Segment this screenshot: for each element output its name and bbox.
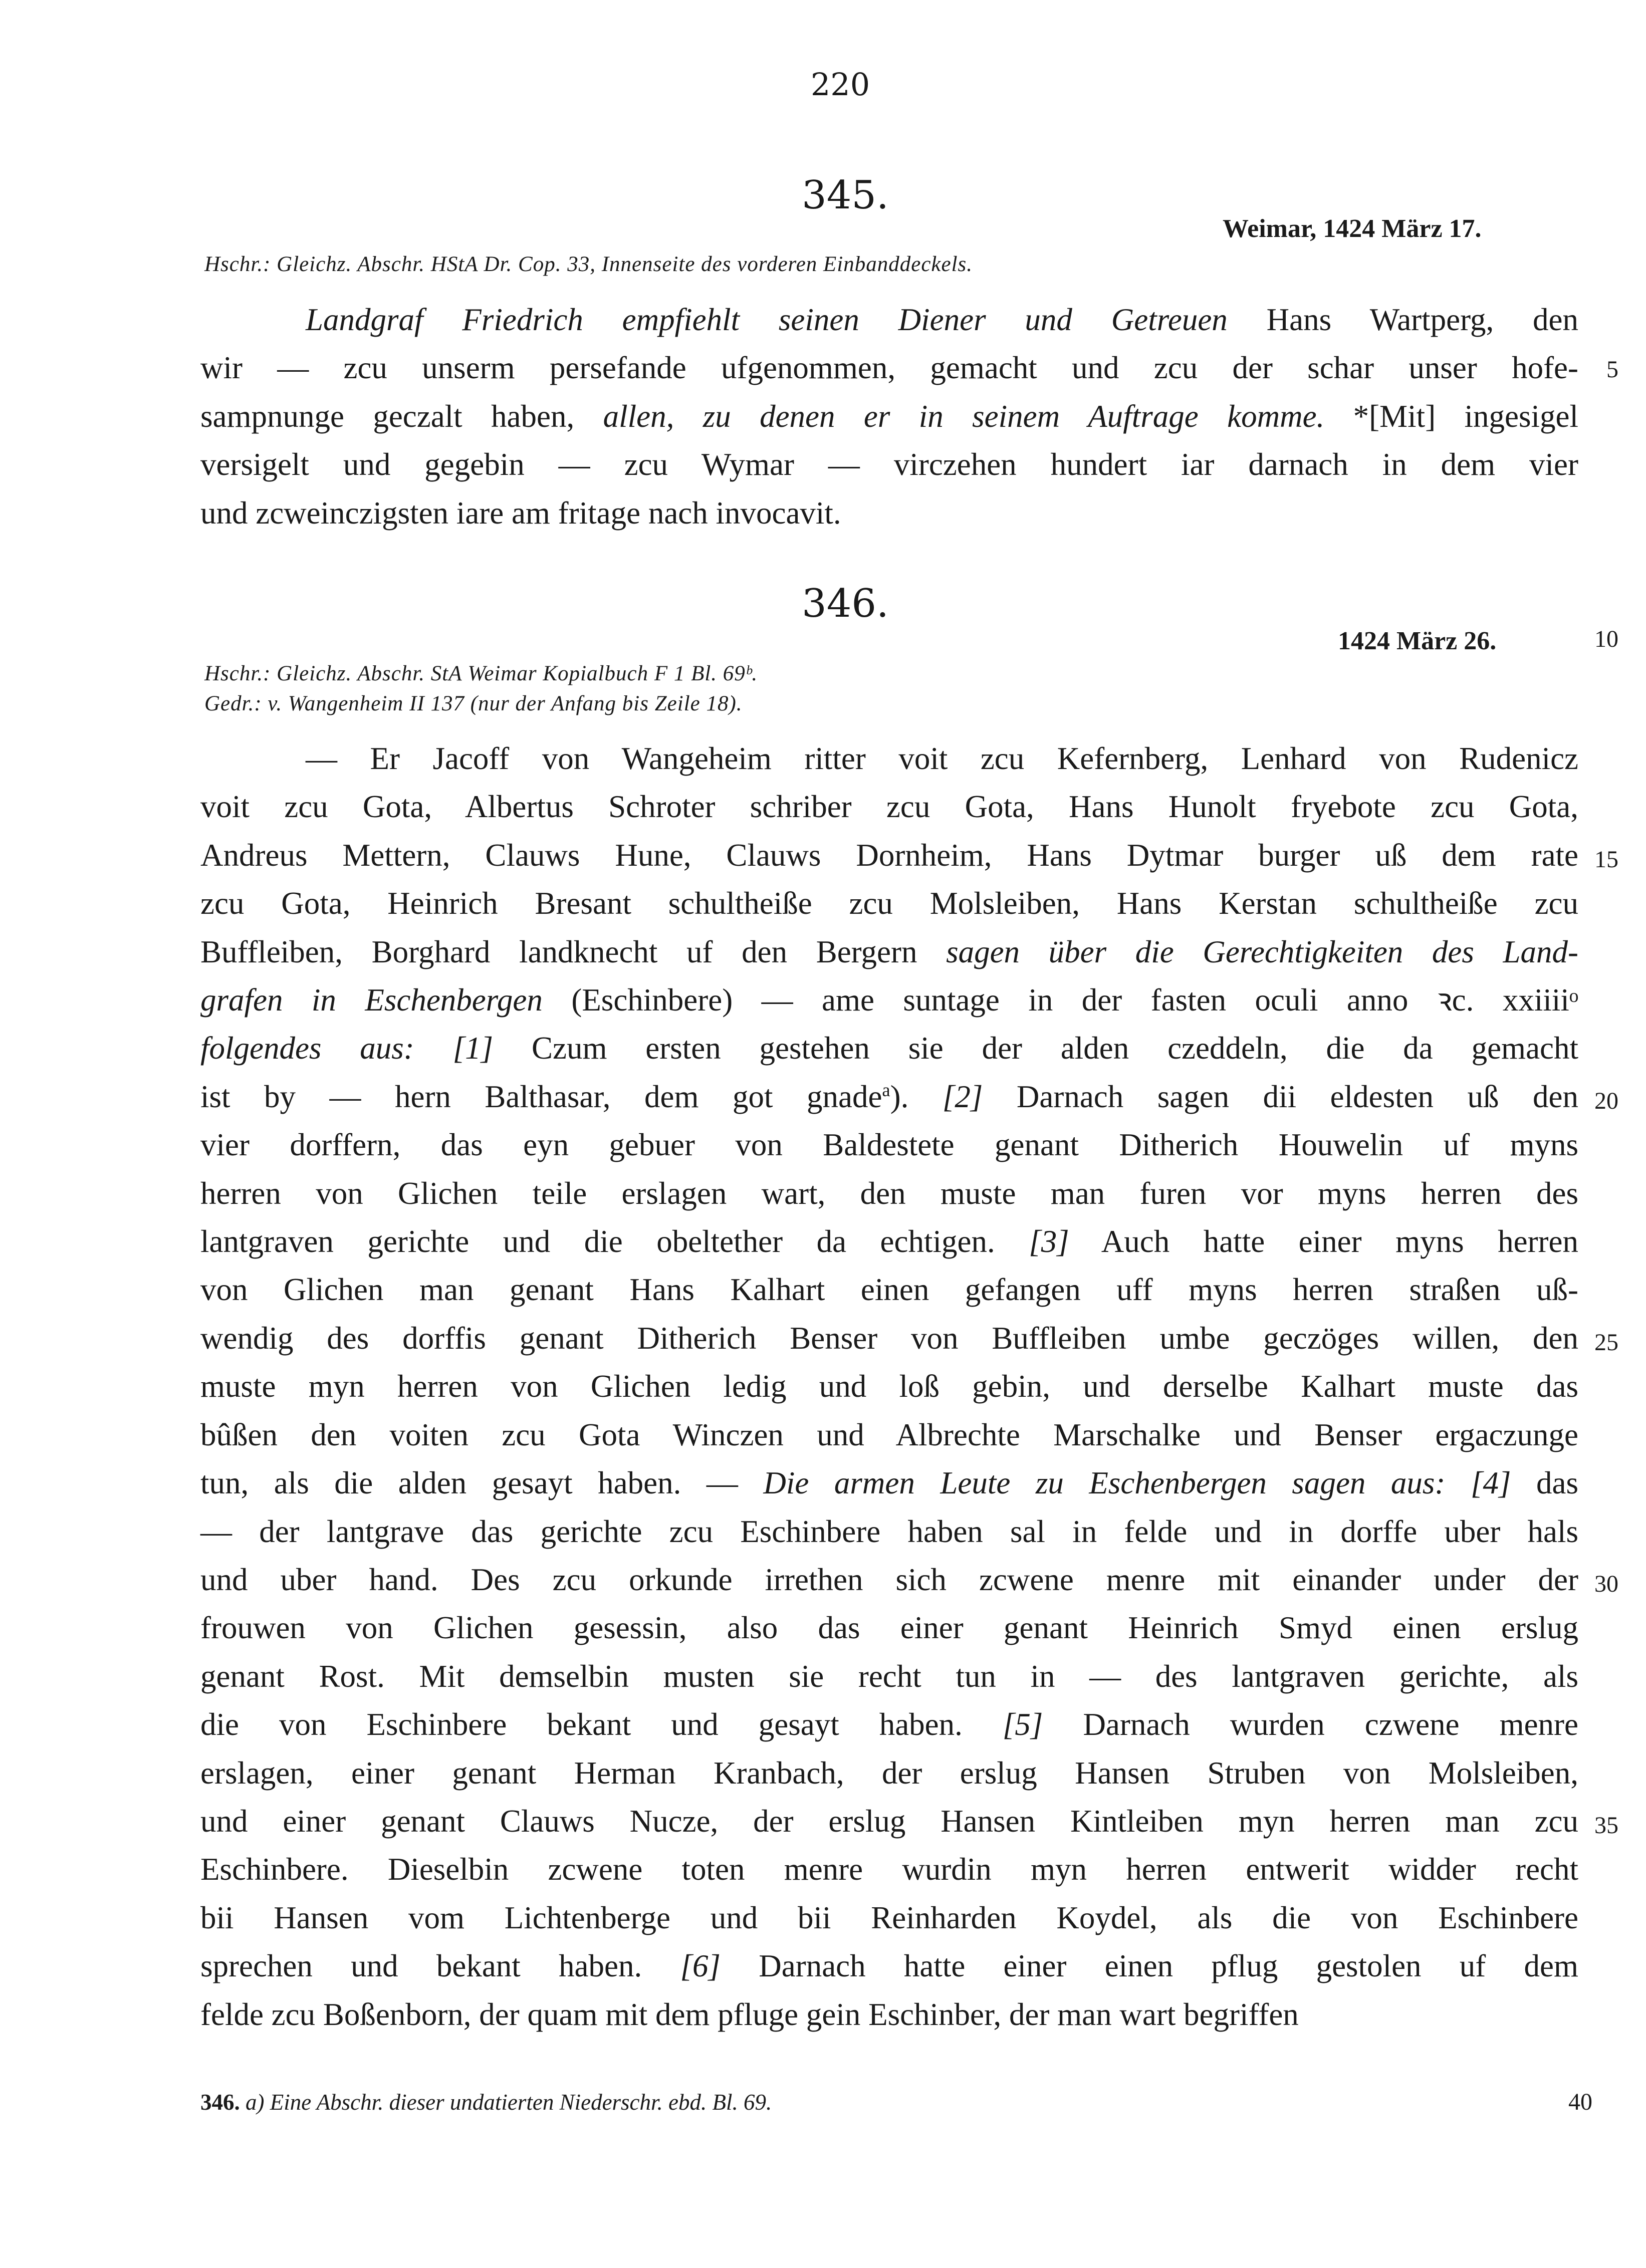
text-line <box>200 1314 1578 1362</box>
text-line <box>200 783 1578 831</box>
text-line <box>200 1700 1578 1748</box>
line-number: 35 <box>1594 1812 1618 1839</box>
page-number: 220 <box>810 66 870 103</box>
text-line <box>200 1459 1578 1507</box>
doc-346-text <box>200 734 1578 2039</box>
text-segment: — Er Jacoff von Wangeheim ritter voit zcu Kefernberg, Lenhard von Rudenicz <box>306 741 1578 776</box>
text-line <box>200 1169 1578 1217</box>
line-number: 5 <box>1606 356 1618 383</box>
text-line <box>200 1362 1578 1410</box>
text-segment: muste myn herren von Glichen ledig und loß gebin, und derselbe Kalhart muste das <box>200 1369 1578 1404</box>
text-line <box>200 1073 1578 1121</box>
text-line <box>200 440 1578 488</box>
italic-text: grafen in Eschenbergen <box>200 982 543 1018</box>
text-segment: und einer genant Clauws Nucze, der erslug Hansen Kintleiben myn herren man zcu <box>200 1803 1578 1839</box>
text-segment: — der lantgrave das gerichte zcu Eschinbere haben sal in felde und in dorffe uber hals <box>200 1514 1578 1549</box>
line-number: 20 <box>1594 1088 1618 1114</box>
text-segment: Hans Wartperg, den <box>1227 302 1578 337</box>
text-segment: Buffleiben, Borghard landknecht uf den Bergern <box>200 934 947 969</box>
line-number: 10 <box>1594 626 1618 652</box>
footnote-line-number: 40 <box>1568 2089 1592 2115</box>
text-line <box>200 1121 1578 1169</box>
text-segment: Auch hatte einer myns herren <box>1069 1224 1578 1259</box>
italic-text: [3] <box>1029 1224 1069 1259</box>
text-segment: lantgraven gerichte und die obeltether da echtigen. <box>200 1224 1029 1259</box>
text-segment: frouwen von Glichen gesessin, also das einer genant Heinrich Smyd einen erslug <box>200 1610 1578 1646</box>
text-segment: und uber hand. Des zcu orkunde irrethen sich zcwene menre mit einander under der <box>200 1562 1578 1597</box>
text-line <box>200 1652 1578 1700</box>
text-segment: sprechen und bekant haben. <box>200 1948 680 1984</box>
line-number: 30 <box>1594 1571 1618 1597</box>
doc-345-text <box>200 296 1578 537</box>
text-line <box>200 831 1578 879</box>
text-segment: ). <box>890 1079 943 1114</box>
text-segment: (Eschinbere) — ame suntage in der fasten oculi anno ꝛc. xxiiiiᵒ <box>542 982 1579 1018</box>
italic-text: sagen über die Gerechtigkeiten des Land- <box>946 934 1578 969</box>
line-number: 15 <box>1594 846 1618 873</box>
text-segment: genant Rost. Mit demselbin musten sie recht tun in — des lantgraven gerichte, als <box>200 1658 1578 1694</box>
text-segment: das <box>1511 1465 1578 1501</box>
line-number: 25 <box>1594 1329 1618 1356</box>
text-segment: Czum ersten gestehen sie der alden czeddeln, die da gemacht <box>493 1031 1578 1066</box>
footnote <box>200 2089 772 2115</box>
footnote-marker: a <box>882 1079 890 1100</box>
doc-345-source: Hschr.: Gleichz. Abschr. HStA Dr. Cop. 33, Innenseite des vorderen Einbanddeckels. <box>204 253 973 276</box>
text-line <box>200 1797 1578 1845</box>
footnote-ref: 346. <box>200 2090 240 2115</box>
italic-text: folgendes aus: [1] <box>200 1031 494 1066</box>
doc-345-number: 345. <box>802 173 889 218</box>
text-segment: die von Eschinbere bekant und gesayt haben. <box>200 1707 1003 1742</box>
text-segment: felde zcu Boßenborn, der quam mit dem pfluge gein Eschinber, der man wart begriffen <box>200 1996 1299 2032</box>
text-line <box>200 1845 1578 1893</box>
text-line <box>200 392 1578 440</box>
italic-text: [2] <box>942 1079 983 1114</box>
doc-346-source-hschr: Hschr.: Gleichz. Abschr. StA Weimar Kopialbuch F 1 Bl. 69ᵇ. <box>204 662 758 685</box>
text-line <box>200 1217 1578 1266</box>
text-segment: tun, als die alden gesayt haben. — <box>200 1465 764 1501</box>
doc-346-source-gedr: Gedr.: v. Wangenheim II 137 (nur der Anfang bis Zeile 18). <box>204 692 743 715</box>
text-segment: wendig des dorffis genant Ditherich Benser von Buffleiben umbe geczöges willen, den <box>200 1320 1578 1356</box>
italic-text: [6] <box>680 1948 721 1984</box>
text-segment: bii Hansen vom Lichtenberge und bii Reinharden Koydel, als die von Eschinbere <box>200 1900 1578 1935</box>
text-segment: und zcweinczigsten iare am fritage nach invocavit. <box>200 495 841 531</box>
text-segment: *[Mit] ingesigel <box>1324 398 1578 434</box>
text-line <box>200 1266 1578 1314</box>
doc-346-number: 346. <box>802 581 889 626</box>
text-segment: von Glichen man genant Hans Kalhart einen gefangen uff myns herren straßen uß- <box>200 1272 1578 1308</box>
text-segment: ist by — hern Balthasar, dem got gnade <box>200 1079 882 1114</box>
text-line <box>200 1507 1578 1556</box>
text-line <box>200 1990 1578 2039</box>
italic-text: Landgraf Friedrich empfiehlt seinen Diener und Getreuen <box>306 302 1228 337</box>
text-line <box>200 344 1578 392</box>
text-segment: wir — zcu unserm persefande ufgenommen, gemacht und zcu der schar unser hofe- <box>200 350 1578 386</box>
text-line <box>200 976 1578 1024</box>
text-segment: voit zcu Gota, Albertus Schroter schriber zcu Gota, Hans Hunolt fryebote zcu Gota, <box>200 789 1578 825</box>
italic-text: allen, zu denen er in seinem Auftrage komme. <box>603 398 1325 434</box>
text-segment: bûßen den voiten zcu Gota Winczen und Albrechte Marschalke und Benser ergaczunge <box>200 1417 1578 1452</box>
text-segment: Darnach sagen dii eldesten uß den <box>983 1079 1578 1114</box>
doc-345-place-date: Weimar, 1424 März 17. <box>1223 214 1482 243</box>
text-segment: Andreus Mettern, Clauws Hune, Clauws Dornheim, Hans Dytmar burger uß dem rate <box>200 837 1578 873</box>
text-line <box>200 734 1578 783</box>
text-segment: erslagen, einer genant Herman Kranbach, der erslug Hansen Struben von Molsleiben, <box>200 1755 1578 1791</box>
text-segment: vier dorffern, das eyn gebuer von Baldestete genant Ditherich Houwelin uf myns <box>200 1127 1578 1163</box>
text-segment: zcu Gota, Heinrich Bresant schultheiße zcu Molsleiben, Hans Kerstan schultheiße zcu <box>200 886 1578 921</box>
text-line <box>200 879 1578 927</box>
text-segment: versigelt und gegebin — zcu Wymar — virczehen hundert iar darnach in dem vier <box>200 447 1578 482</box>
text-line <box>200 296 1578 344</box>
text-line <box>200 1749 1578 1797</box>
footnote-text: a) Eine Abschr. dieser undatierten Niederschr. ebd. Bl. 69. <box>240 2090 772 2115</box>
text-line <box>200 1411 1578 1459</box>
italic-text: Die armen Leute zu Eschenbergen sagen aus: [4] <box>763 1465 1511 1501</box>
text-line <box>200 1556 1578 1604</box>
text-segment: herren von Glichen teile erslagen wart, den muste man furen vor myns herren des <box>200 1175 1578 1211</box>
text-line <box>200 928 1578 976</box>
text-segment: Darnach wurden czwene menre <box>1043 1707 1578 1742</box>
text-line <box>200 489 1578 537</box>
text-line <box>200 1024 1578 1072</box>
text-segment: Darnach hatte einer einen pflug gestolen uf dem <box>721 1948 1578 1984</box>
text-segment: sampnunge geczalt haben, <box>200 398 603 434</box>
doc-346-date: 1424 März 26. <box>1338 627 1497 655</box>
text-line <box>200 1604 1578 1652</box>
italic-text: [5] <box>1002 1707 1043 1742</box>
text-line <box>200 1942 1578 1990</box>
text-segment: Eschinbere. Dieselbin zcwene toten menre wurdin myn herren entwerit widder recht <box>200 1852 1578 1887</box>
text-line <box>200 1894 1578 1942</box>
